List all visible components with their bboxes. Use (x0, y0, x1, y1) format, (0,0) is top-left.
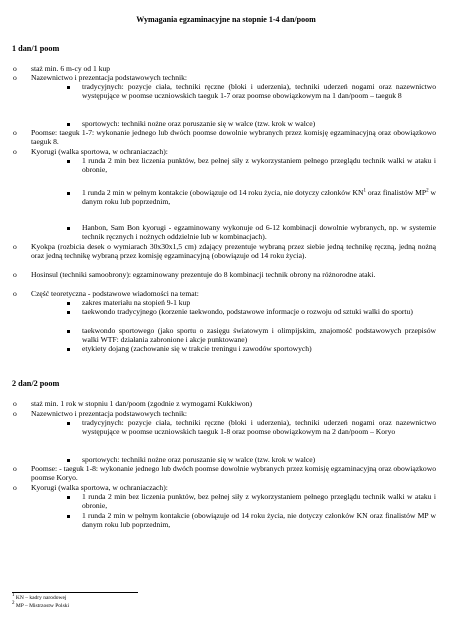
bullet-square (67, 302, 70, 305)
list-marker: o (13, 270, 17, 279)
list-item: Nazewnictwo i prezentacja podstawowych technik: (31, 73, 188, 82)
bullet-square (67, 123, 70, 126)
sub-list-item: taekwondo sportowego (jako sportu o zasięgu światowym i olimpijskim, znajomość podstawowych przepisów walki WTF: działania zabronione i akcje punktowane) (82, 326, 436, 345)
sub-list-item: zakres materiału na stopień 9-1 kup (82, 298, 191, 307)
page-title: Wymagania egzaminacyjne na stopnie 1-4 dan/poom (136, 15, 316, 24)
sub-list-item: etykiety dojang (zachowanie się w trakcie treningu i zawodów sportowych) (82, 344, 312, 353)
list-item: Hosinsul (techniki samoobrony): egzaminowany prezentuje do 8 kombinacji technik obrony na różnorodne ataki. (31, 270, 376, 279)
list-marker: o (13, 147, 17, 156)
footnote-2: $^2$ MP – Mistrzostw Polski (12, 601, 70, 609)
bullet-square (67, 311, 70, 314)
list-marker: o (13, 128, 17, 137)
sub-list-item: 1 runda 2 min bez liczenia punktów, bez pełnej siły z wykorzystaniem pełnego przeglądu technik walki w ataku i obronie, (82, 156, 436, 175)
bullet-square (67, 459, 70, 462)
sub-list-item: tradycyjnych: pozycje ciała, techniki ręczne (bloki i uderzenia), techniki uderzeń nogami oraz nazewnictwo występujące w poomse uczniowskich taeguk 1-7 oraz poomse obowiązkowym na 1 dan/poom – taeguk 8 (82, 82, 436, 101)
sub-list-item: taekwondo tradycyjnego (korzenie taekwondo, podstawowe informacje o rozwoju od sztuki walki do sportu) (82, 307, 413, 316)
list-item: Poomse: - taeguk 1-8: wykonanie jednego lub dwóch poomse dowolnie wybranych przez komisję egzaminacyjną oraz obowiązkowo poomse Koryo. (31, 464, 436, 483)
bullet-square (67, 515, 70, 518)
list-item: Nazewnictwo i prezentacja podstawowych technik: (31, 409, 188, 418)
sub-list-item: Hanbon, Sam Bon kyorugi - egzaminowany wykonuje od 6-12 kombinacji dowolnie wybranych, np. w systemie technik ręcznych i nożnych oddzielnie lub w kombinacjach). (82, 223, 436, 242)
sub-list-item: sportowych: techniki nożne oraz poruszanie się w walce (tzw. krok w walce) (82, 119, 316, 128)
list-item: staż min. 6 m-cy od 1 kup (31, 64, 111, 73)
bullet-square (67, 496, 70, 499)
list-item: Kyorugi (walka sportowa, w ochraniaczach): (31, 147, 168, 156)
list-marker: o (13, 464, 17, 473)
list-marker: o (13, 73, 17, 82)
bullet-square (67, 86, 70, 89)
bullet-square (67, 330, 70, 333)
section-heading-2dan: 2 dan/2 poom (12, 379, 60, 388)
sub-list-item: 1 runda 2 min w pełnym kontakcie (obowiązuje od 14 roku życia, nie dotyczy członków $KN^1$ oraz finalistów $MP^2$ w danym roku lub poprzednim, (82, 188, 436, 207)
list-marker: o (13, 399, 17, 408)
footnote-1: $^1$ KN – kadry narodowej (12, 593, 67, 601)
list-marker: o (13, 242, 17, 251)
sub-list-item: sportowych: techniki nożne oraz poruszanie się w walce (tzw. krok w walce) (82, 455, 316, 464)
bullet-square (67, 422, 70, 425)
list-marker: o (13, 483, 17, 492)
bullet-square (67, 192, 70, 195)
list-marker: o (13, 64, 17, 73)
list-marker: o (13, 409, 17, 418)
sub-list-item: 1 runda 2 min w pełnym kontakcie (obowiązuje od 14 roku życia, nie dotyczy członków KN oraz finalistów MP w danym roku lub poprzednim, (82, 511, 436, 530)
list-item: Kyorugi (walka sportowa, w ochraniaczach): (31, 483, 168, 492)
list-item: staż min. 1 rok w stopniu 1 dan/poom (zgodnie z wymogami Kukkiwon) (31, 399, 253, 408)
list-marker: o (13, 289, 17, 298)
sub-list-item: tradycyjnych: pozycje ciała, techniki ręczne (bloki i uderzenia), techniki uderzeń nogami oraz nazewnictwo występujące w poomse uczniowskich taeguk 1-8 oraz poomse obowiązkowym na 2 dan/poom – Koryo (82, 418, 436, 437)
list-item: Poomse: taeguk 1-7: wykonanie jednego lub dwóch poomse dowolnie wybranych przez komisję egzaminacyjną oraz obowiązkowo taeguk 8. (31, 128, 436, 147)
sub-list-item: 1 runda 2 min bez liczenia punktów, bez pełnej siły z wykorzystaniem pełnego przeglądu technik walki w ataku i obronie, (82, 492, 436, 511)
bullet-square (67, 348, 70, 351)
bullet-square (67, 227, 70, 230)
section-heading-1dan: 1 dan/1 poom (12, 44, 60, 53)
list-item: Część teoretyczna - podstawowe wiadomości na temat: (31, 289, 199, 298)
bullet-square (67, 160, 70, 163)
list-item: Kyokpa (rozbicia desek o wymiarach 30x30x1,5 cm) zdający prezentuje wybraną przez siebie jedną technikę ręczną, jedną nożną oraz jedną technikę wybraną przez komisję egzaminacyjną (obowiązuje od 14 roku życia). (31, 242, 436, 261)
footnote-separator (12, 592, 138, 593)
